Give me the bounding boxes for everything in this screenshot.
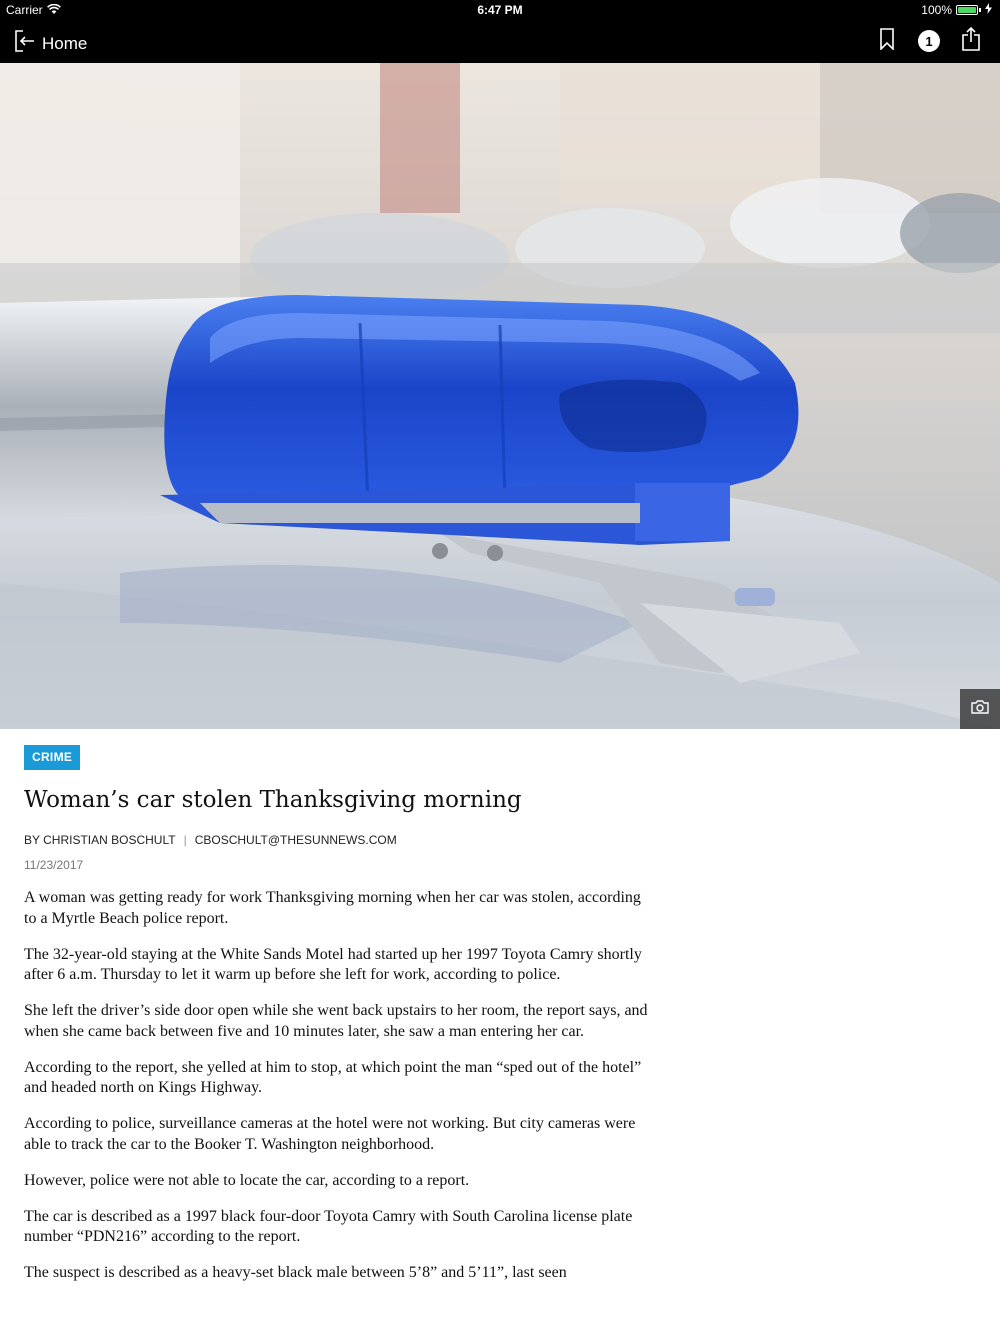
byline-divider: |	[183, 833, 187, 847]
share-button[interactable]	[960, 29, 982, 53]
bookmark-button[interactable]	[876, 29, 898, 53]
paragraph: However, police were not able to locate the car, according to a report.	[24, 1171, 470, 1189]
share-icon	[962, 27, 980, 56]
charging-icon	[985, 3, 992, 17]
carrier-label: Carrier	[6, 3, 43, 17]
category-tag[interactable]: CRIME	[24, 745, 80, 770]
photo-caption-button[interactable]	[960, 689, 1000, 729]
nav-actions	[876, 29, 982, 53]
article-headline: Woman’s car stolen Thanksgiving morning	[24, 787, 522, 813]
nav-bar	[0, 20, 1000, 63]
battery-icon	[956, 5, 978, 15]
paragraph: According to the report, she yelled at him to stop, at which point the man “sped out of the hotel” and headed north on Kings Highway.	[24, 1058, 642, 1096]
comments-button[interactable]	[918, 29, 940, 53]
home-back-button[interactable]	[14, 29, 87, 58]
paragraph: She left the driver’s side door open while she went back upstairs to her room, the report says, and when she came back between five and 10 minutes later, she saw a man entering her car.	[24, 1002, 648, 1040]
author-email-link[interactable]: CBOSCHULT@THESUNNEWS.COM	[194, 833, 397, 847]
home-label: Home	[42, 33, 88, 53]
paragraph: A woman was getting ready for work Thanksgiving morning when her car was stolen, according to a Myrtle Beach police report.	[24, 889, 641, 927]
paragraph: According to police, surveillance cameras at the hotel were not working. But city cameras were able to track the car to the Booker T. Washington neighborhood.	[24, 1115, 636, 1153]
status-bar	[0, 0, 1000, 20]
hero-photo	[0, 63, 1000, 729]
paragraph: The suspect is described as a heavy-set black male between 5’8” and 5’11”, last seen	[24, 1264, 567, 1281]
back-exit-icon	[14, 29, 36, 58]
paragraph: The 32-year-old staying at the White Sands Motel had started up her 1997 Toyota Camry shortly after 6 a.m. Thursday to let it warm up before she left for work, according to police.	[24, 945, 642, 983]
battery-group	[921, 3, 992, 17]
hero-image[interactable]	[0, 63, 1000, 729]
camera-icon	[971, 700, 989, 719]
byline	[24, 833, 397, 847]
comment-count: 1	[925, 33, 933, 49]
battery-percent: 100%	[921, 3, 952, 17]
comment-bubble-icon	[918, 30, 940, 52]
publish-date: 11/23/2017	[24, 858, 84, 872]
byline-author: BY CHRISTIAN BOSCHULT	[24, 833, 176, 847]
paragraph: The car is described as a 1997 black four-door Toyota Camry with South Carolina license plate number “PDN216” according to the report.	[24, 1207, 633, 1245]
bookmark-icon	[880, 28, 894, 55]
status-time: 6:47 PM	[477, 3, 523, 17]
article-body	[24, 888, 656, 1299]
